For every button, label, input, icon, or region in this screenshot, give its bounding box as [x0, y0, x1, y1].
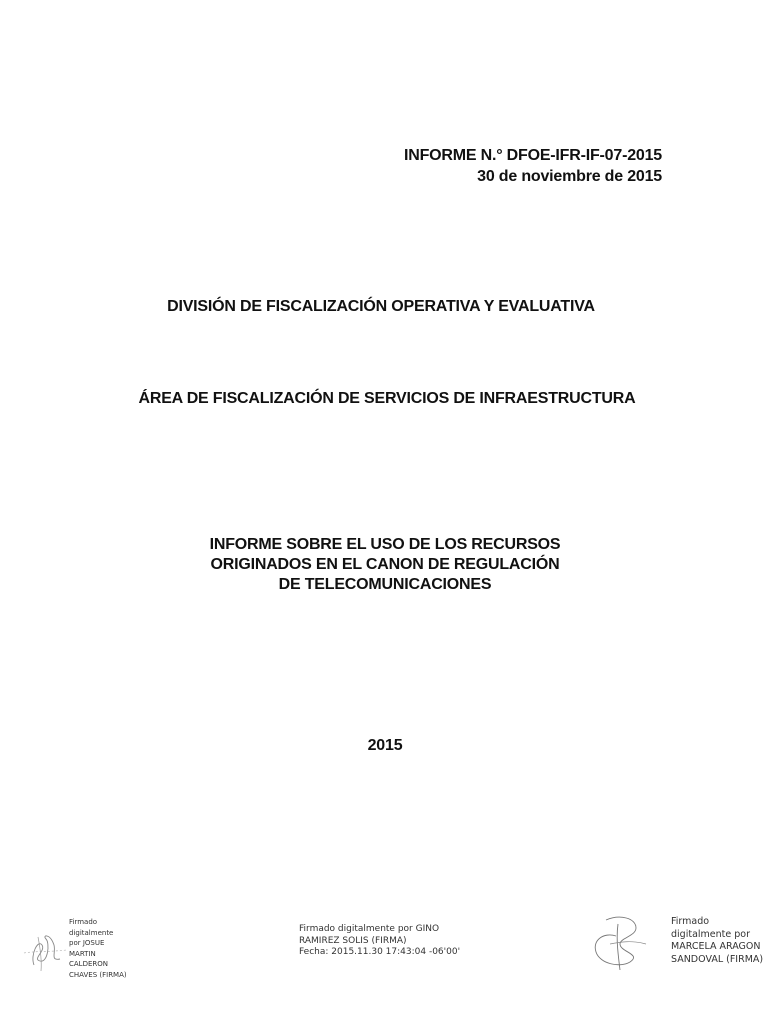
- division-heading: DIVISIÓN DE FISCALIZACIÓN OPERATIVA Y EVALUATIVA: [167, 298, 595, 315]
- signature-middle-line: Fecha: 2015.11.30 17:43:04 -06'00': [299, 947, 461, 957]
- report-number: INFORME N.° DFOE-IFR-IF-07-2015: [403, 147, 662, 164]
- signature-left-line: CHAVES (FIRMA): [69, 970, 127, 979]
- signature-scribble-right: [590, 914, 652, 970]
- report-date: 30 de noviembre de 2015: [477, 168, 662, 185]
- signature-middle-line: Firmado digitalmente por GINO: [299, 924, 440, 934]
- area-heading: ÁREA DE FISCALIZACIÓN DE SERVICIOS DE INFRAESTRUCTURA: [138, 390, 636, 407]
- signature-left-text: [69, 917, 127, 980]
- signature-middle-text: [299, 924, 460, 959]
- report-title-line-3: DE TELECOMUNICACIONES: [278, 576, 492, 593]
- signature-left-line: digitalmente: [69, 928, 114, 937]
- signature-right-line: MARCELA ARAGON: [671, 941, 761, 952]
- signature-left-line: Firmado: [69, 918, 98, 926]
- report-year: 2015: [367, 737, 403, 754]
- report-title-line-1: INFORME SOBRE EL USO DE LOS RECURSOS: [209, 536, 561, 553]
- signature-left-line: CALDERON: [69, 960, 108, 968]
- signature-right-line: Firmado: [671, 916, 710, 927]
- signature-scribble-left: [20, 925, 68, 973]
- signature-left-line: MARTIN: [69, 949, 96, 958]
- report-title: [0, 535, 770, 595]
- signature-right-text: [671, 916, 763, 966]
- signature-middle-line: RAMIREZ SOLIS (FIRMA): [299, 935, 407, 946]
- signature-right-line: digitalmente por: [671, 928, 750, 940]
- signature-left-line: por JOSUE: [69, 939, 105, 947]
- report-title-line-2: ORIGINADOS EN EL CANON DE REGULACIÓN: [210, 556, 560, 573]
- signature-right-line: SANDOVAL (FIRMA): [671, 953, 764, 965]
